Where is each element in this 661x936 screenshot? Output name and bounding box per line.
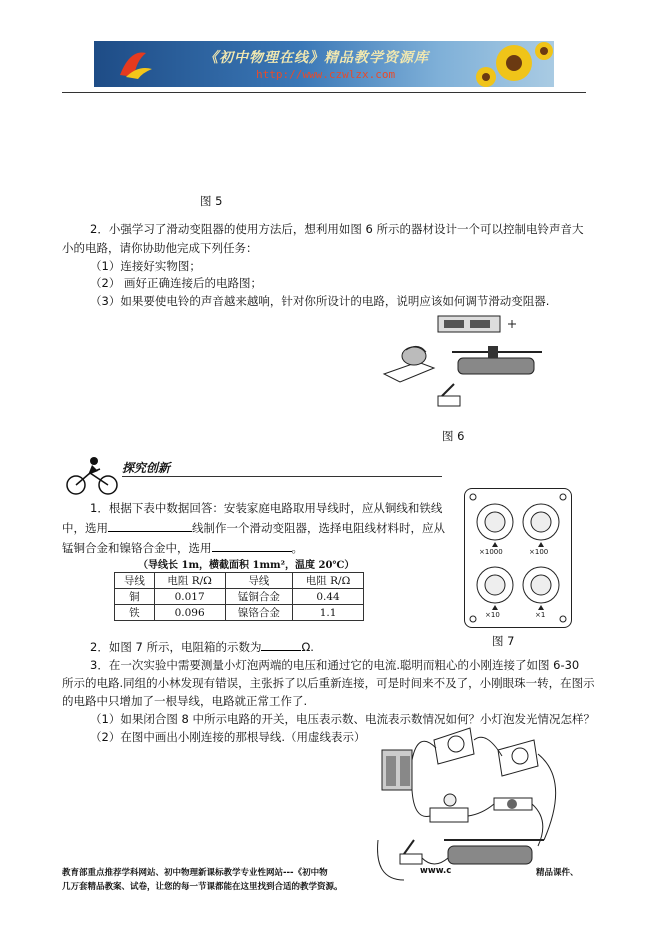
section-title: 探究创新 xyxy=(122,461,171,475)
p1-line2: 中，选用 线制作一个滑动变阻器，选择电阻线材料时，应从 xyxy=(62,521,445,535)
figure-6-apparatus xyxy=(378,312,548,420)
header-banner xyxy=(94,41,554,87)
p2-line: 2．如图 7 所示，电阻箱的示数为 Ω. xyxy=(90,640,314,654)
table-header-row xyxy=(115,573,364,589)
figure-5-caption: 图 5 xyxy=(200,194,223,208)
p1-line3: 锰铜合金和镍铬合金中，选用 。 xyxy=(62,541,303,555)
figure-7-resistance-box xyxy=(464,488,572,628)
q2-intro-line2: 小的电路，请你协助他完成下列任务： xyxy=(62,241,258,255)
table-cell: 1.1 xyxy=(293,605,364,621)
p3-line3: 的电路中只增加了一根导线，电路就正常工作了. xyxy=(62,694,308,708)
p1-blank-1[interactable] xyxy=(108,519,192,532)
q2-item1: （1）连接好实物图； xyxy=(90,259,201,273)
table-header: 电阻 R/Ω xyxy=(154,573,225,589)
banner-url[interactable]: http://www.czwlzx.com xyxy=(256,68,396,81)
footer-line1: 教育部重点推荐学科网站、初中物理新课标教学专业性网站---《初中物 xyxy=(62,868,328,878)
dial-label: ×1 xyxy=(535,611,546,619)
table-cell: 铁 xyxy=(115,605,155,621)
figure-8-circuit xyxy=(374,720,570,890)
dial-label: ×1000 xyxy=(479,548,503,556)
p2-blank[interactable] xyxy=(261,638,301,651)
table-cell: 0.096 xyxy=(154,605,225,621)
banner-title: 《初中物理在线》精品教学资源库 xyxy=(204,50,429,66)
section-rule xyxy=(122,476,442,477)
p3-item2: （2）在图中画出小刚连接的那根导线.（用虚线表示） xyxy=(90,730,366,744)
p3-item1: （1）如果闭合图 8 中所示电路的开关，电压表示数、电流表示数情况如何？小灯泡发光情况怎样？ xyxy=(90,712,595,726)
table-cell: 铜 xyxy=(115,589,155,605)
q2-item3: （3）如果要使电铃的声音越来越响，针对你所设计的电路，说明应该如何调节滑动变阻器. xyxy=(90,294,550,308)
table-cell: 锰铜合金 xyxy=(225,589,293,605)
dial-label: ×10 xyxy=(485,611,500,619)
cyclist-icon xyxy=(64,455,120,495)
table-header: 导线 xyxy=(115,573,155,589)
p1-blank-2[interactable] xyxy=(212,539,292,552)
p1-line1: 1．根据下表中数据回答：安装家庭电路取用导线时，应从铜线和铁线 xyxy=(90,501,443,515)
table-row xyxy=(115,589,364,605)
header-rule xyxy=(62,92,586,93)
q2-item2: （2） 画好正确连接后的电路图； xyxy=(90,276,262,290)
table-header: 电阻 R/Ω xyxy=(293,573,364,589)
table-cell: 0.017 xyxy=(154,589,225,605)
table-row xyxy=(115,605,364,621)
p3-line2: 所示的电路.同组的小林发现有错误，主张拆了以后重新连接，可是时间来不及了，小刚眼珠一转，在图示 xyxy=(62,676,595,690)
table-cell: 镍铬合金 xyxy=(225,605,293,621)
figure-6-caption: 图 6 xyxy=(442,429,465,443)
footer-line2: 几万套精品教案、试卷，让您的每一节课都能在这里找到合适的教学资源。 xyxy=(62,882,343,892)
footer-link[interactable]: www.c xyxy=(420,866,452,876)
sunflower-icon xyxy=(474,41,554,87)
table-cell: 0.44 xyxy=(293,589,364,605)
figure-7-caption: 图 7 xyxy=(492,634,515,648)
footer-line1-tail: 精品课件、 xyxy=(536,868,579,878)
resistance-table xyxy=(114,572,364,621)
p3-line1: 3．在一次实验中需要测量小灯泡两端的电压和通过它的电流.聪明而粗心的小刚连接了如图 6-30 xyxy=(90,658,580,672)
dial-drawing xyxy=(465,489,571,627)
q2-intro-line1: 2．小强学习了滑动变阻器的使用方法后，想利用如图 6 所示的器材设计一个可以控制电铃声音大 xyxy=(90,222,584,236)
table-header: 导线 xyxy=(225,573,293,589)
table-caption: （导线长 1m，横截面积 1mm²，温度 20℃） xyxy=(138,560,355,571)
dial-label: ×100 xyxy=(529,548,549,556)
logo-icon xyxy=(116,47,156,81)
